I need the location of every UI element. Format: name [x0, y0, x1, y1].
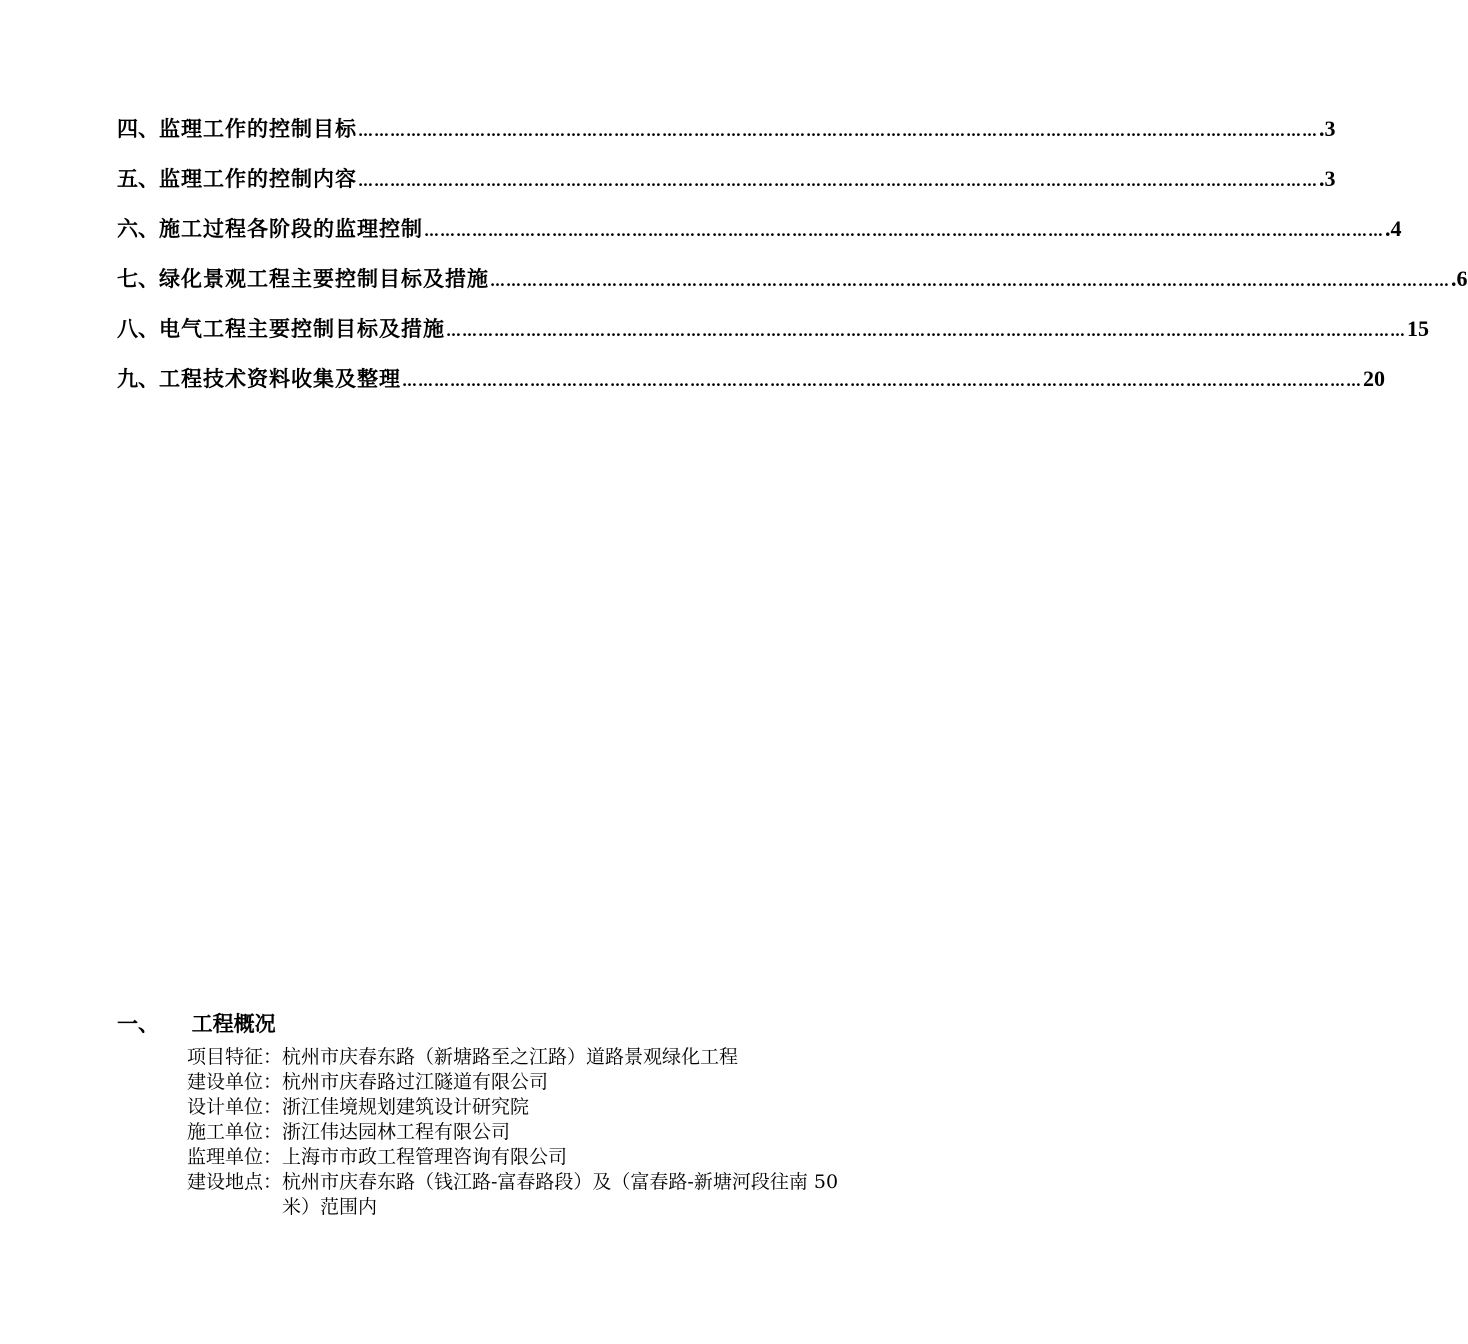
toc-entry[interactable]: [117, 113, 1336, 163]
overview-value: 杭州市庆春东路（钱江路-富春路段）及（富春路-新塘河段往南 50 米）范围内: [282, 1171, 839, 1218]
toc-entry-number: 九、: [117, 366, 159, 391]
toc-entry-title: 电气工程主要控制目标及措施: [159, 316, 445, 341]
overview-value: 上海市市政工程管理咨询有限公司: [282, 1146, 568, 1168]
toc-entry-title: 施工过程各阶段的监理控制: [159, 216, 423, 241]
overview-label: 建设地点：: [187, 1171, 283, 1193]
overview-value: 杭州市庆春路过江隧道有限公司: [282, 1071, 549, 1093]
overview-row: [187, 1170, 867, 1220]
toc-leader-dots: ………………………………………………………………………………………………………………………………………………………………: [402, 372, 1362, 390]
toc-entry-number: 七、: [117, 266, 159, 291]
toc-entry-page: .6: [1451, 266, 1468, 291]
toc-entry[interactable]: [117, 363, 1385, 413]
toc-entry-page: .4: [1385, 216, 1402, 241]
toc-leader-dots: ………………………………………………………………………………………………………………………………………………………………: [358, 172, 1318, 190]
section-title: 工程概况: [191, 1011, 276, 1036]
overview-value: 杭州市庆春东路（新塘路至之江路）道路景观绿化工程: [282, 1046, 739, 1068]
toc-entry-number: 五、: [117, 166, 159, 191]
table-of-contents: [117, 113, 1468, 413]
overview-row: [187, 1095, 867, 1120]
toc-entry[interactable]: [117, 313, 1429, 363]
toc-entry-title: 监理工作的控制内容: [159, 166, 357, 191]
toc-entry[interactable]: [117, 263, 1468, 313]
overview-label: 建设单位：: [187, 1071, 283, 1093]
toc-entry-number: 八、: [117, 316, 159, 341]
overview-row: [187, 1120, 867, 1145]
section-number: 一、: [117, 1011, 159, 1036]
toc-entry-number: 四、: [117, 116, 159, 141]
toc-leader-dots: ………………………………………………………………………………………………………………………………………………………………: [490, 272, 1450, 290]
overview-row: [187, 1070, 867, 1095]
toc-entry-title: 绿化景观工程主要控制目标及措施: [159, 266, 489, 291]
toc-entry[interactable]: [117, 213, 1402, 263]
overview-label: 项目特征：: [187, 1046, 283, 1068]
overview-row: [187, 1045, 867, 1070]
overview-value: 浙江伟达园林工程有限公司: [282, 1121, 511, 1143]
toc-entry-title: 工程技术资料收集及整理: [159, 366, 401, 391]
overview-row: [187, 1145, 867, 1170]
section-heading: [117, 1008, 276, 1038]
toc-entry-page: .3: [1319, 116, 1336, 141]
project-overview: [187, 1045, 867, 1220]
overview-label: 设计单位：: [187, 1096, 283, 1118]
toc-entry-page: .3: [1319, 166, 1336, 191]
toc-entry-page: 15: [1407, 316, 1429, 341]
overview-value: 浙江佳境规划建筑设计研究院: [282, 1096, 530, 1118]
toc-leader-dots: ………………………………………………………………………………………………………………………………………………………………: [358, 122, 1318, 140]
toc-entry[interactable]: [117, 163, 1336, 213]
toc-entry-number: 六、: [117, 216, 159, 241]
toc-entry-title: 监理工作的控制目标: [159, 116, 357, 141]
toc-leader-dots: ………………………………………………………………………………………………………………………………………………………………: [424, 222, 1384, 240]
overview-label: 监理单位：: [187, 1146, 283, 1168]
toc-leader-dots: ………………………………………………………………………………………………………………………………………………………………: [446, 322, 1406, 340]
toc-entry-page: 20: [1363, 366, 1385, 391]
overview-label: 施工单位：: [187, 1121, 283, 1143]
